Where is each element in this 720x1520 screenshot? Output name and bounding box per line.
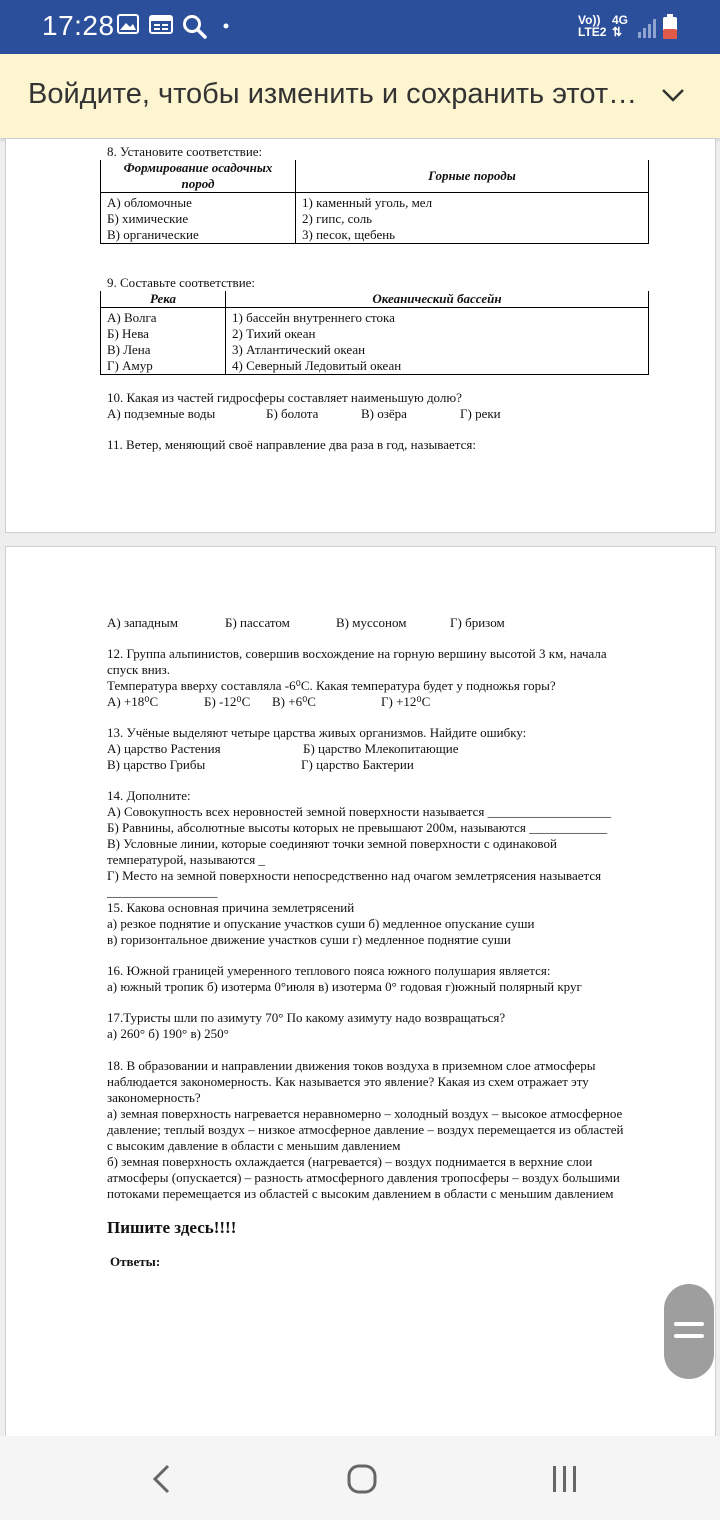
write-here-heading: Пишите здесь!!!! (107, 1218, 237, 1237)
q12-line-2: спуск вниз. (107, 662, 171, 677)
network-type-label: 4G ⇅ (612, 13, 629, 39)
table-cell: В) Лена (101, 342, 226, 358)
table-cell: Б) Нева (101, 326, 226, 342)
table-cell: В) органические (101, 227, 296, 244)
table-cell: 4) Северный Ледовитый океан (226, 358, 649, 375)
q16-prompt: 16. Южной границей умеренного теплового пояса южного полушария является: (107, 963, 551, 978)
q18-line-2: наблюдается закономерность. Как называется это явление? Какая из схем отражает эту (107, 1074, 589, 1089)
table-cell: Г) Амур (101, 358, 226, 375)
q15-line-2: в) горизонтальное движение участков суши г) медленное поднятие суши (107, 932, 511, 947)
q12-line-1: 12. Группа альпинистов, совершив восхождение на горную вершину высотой 3 км, начала (107, 646, 607, 661)
sign-in-banner[interactable] (0, 54, 720, 138)
q18-line-5: давление; теплый воздух – низкое атмосферное давление – воздух перемещается из областей (107, 1122, 624, 1137)
q15-line-1: а) резкое поднятие и опускание участков суши б) медленное опускание суши (107, 916, 535, 931)
q18-line-8: атмосферы (опускается) – разность атмосферного давления тропосферы – воздух большими (107, 1170, 620, 1185)
q18-line-4: а) земная поверхность нагревается неравномерно – холодный воздух – высокое атмосферное (107, 1106, 623, 1121)
q13-option-d: Г) царство Бактерии (301, 757, 414, 772)
table-row (101, 211, 649, 227)
status-bar (0, 0, 720, 54)
q12-option-c: В) +6⁰С (272, 694, 316, 709)
table-cell: 2) гипс, соль (296, 211, 649, 227)
q9-table (100, 291, 649, 375)
q12-option-b: Б) -12⁰С (204, 694, 251, 709)
search-icon (182, 14, 208, 40)
q17-prompt: 17.Туристы шли по азимуту 70° По какому азимуту надо возвращаться? (107, 1010, 506, 1025)
q9-header-2: Океанический бассейн (226, 291, 649, 308)
q8-table (100, 160, 649, 244)
navigation-bar (0, 1436, 720, 1520)
q18-line-3: закономерность? (107, 1090, 201, 1105)
q8-prompt: 8. Установите соответствие: (107, 144, 263, 159)
q13-option-c: В) царство Грибы (107, 757, 206, 772)
battery-icon (662, 14, 678, 40)
banner-title: Войдите, чтобы изменить и сохранить этот… (28, 78, 638, 110)
table-row (101, 342, 649, 358)
table-cell: 2) Тихий океан (226, 326, 649, 342)
q12-line-3: Температура вверху составляла -6⁰С. Какая температура будет у подножья горы? (107, 678, 556, 693)
clock: 17:28 (42, 10, 115, 41)
answers-label: Ответы: (110, 1254, 161, 1269)
table-row (101, 326, 649, 342)
q11-prompt: 11. Ветер, меняющий своё направление два раза в год, называется: (107, 437, 476, 452)
q18-line-9: потоками перемещается из областей с высоким давлением в области с меньшим давлением (107, 1186, 614, 1201)
q17-line-1: а) 260° б) 190° в) 250° (107, 1026, 229, 1041)
q18-line-7: б) земная поверхность охлаждается (нагревается) – воздух поднимается в верхние слои (107, 1154, 593, 1169)
q10-option-a: А) подземные воды (107, 406, 216, 421)
calendar-icon (149, 14, 173, 34)
q11-option-a: А) западным (107, 615, 178, 630)
table-row (101, 308, 649, 327)
recent-apps-icon[interactable] (550, 1464, 580, 1494)
q10-option-c: В) озёра (361, 406, 407, 421)
notification-dot-icon (223, 23, 229, 29)
home-icon[interactable] (346, 1463, 378, 1495)
table-cell: А) обломочные (101, 193, 296, 212)
table-cell: 3) Атлантический океан (226, 342, 649, 358)
q14-line-2: Б) Равнины, абсолютные высоты которых не превышают 200м, называются ____________ (107, 820, 608, 835)
table-cell: 1) бассейн внутреннего стока (226, 308, 649, 327)
q16-line-1: а) южный тропик б) изотерма 0°июля в) изотерма 0° годовая г)южный полярный круг (107, 979, 582, 994)
q8-header-1: Формирование осадочных пород (101, 160, 296, 193)
chevron-down-icon[interactable] (660, 86, 686, 104)
document-page-2 (5, 546, 716, 1438)
q10-option-b: Б) болота (266, 406, 319, 421)
q13-option-a: А) царство Растения (107, 741, 221, 756)
q13-option-b: Б) царство Млекопитающие (303, 741, 459, 756)
q11-option-b: Б) пассатом (225, 615, 290, 630)
table-cell: 1) каменный уголь, мел (296, 193, 649, 212)
table-cell: 3) песок, щебень (296, 227, 649, 244)
q18-line-6: с высоким давление в области с меньшим давлением (107, 1138, 401, 1153)
q9-prompt: 9. Составьте соответствие: (107, 275, 256, 290)
q18-line-1: 18. В образовании и направлении движения токов воздуха в приземном слое атмосферы (107, 1058, 596, 1073)
q14-prompt: 14. Дополните: (107, 788, 191, 803)
q8-header-2: Горные породы (296, 160, 649, 193)
q13-prompt: 13. Учёные выделяют четыре царства живых организмов. Найдите ошибку: (107, 725, 527, 740)
q14-line-6: _________________ (107, 884, 218, 899)
table-row (101, 358, 649, 375)
table-cell: А) Волга (101, 308, 226, 327)
q14-line-3: В) Условные линии, которые соединяют точки земной поверхности с одинаковой (107, 836, 557, 851)
gallery-icon (117, 14, 139, 34)
table-row (101, 227, 649, 244)
q12-option-a: А) +18⁰С (107, 694, 159, 709)
document-page-1 (5, 138, 716, 533)
q14-line-4: температурой, называются _ (107, 852, 266, 867)
signal-icon (636, 15, 660, 39)
q9-header-1: Река (101, 291, 226, 308)
scroll-handle[interactable] (664, 1284, 714, 1379)
q14-line-1: А) Совокупность всех неровностей земной поверхности называется ___________________ (107, 804, 612, 819)
table-cell: Б) химические (101, 211, 296, 227)
network-label: Vo)) LTE2 (578, 13, 607, 39)
q14-line-5: Г) Место на земной поверхности непосредственно над очагом землетрясения называется (107, 868, 602, 883)
q15-prompt: 15. Какова основная причина землетрясений (107, 900, 355, 915)
q10-option-d: Г) реки (460, 406, 501, 421)
q12-option-d: Г) +12⁰С (381, 694, 431, 709)
back-icon[interactable] (150, 1464, 172, 1494)
q11-option-d: Г) бризом (450, 615, 505, 630)
q10-prompt: 10. Какая из частей гидросферы составляет наименьшую долю? (107, 390, 462, 405)
table-row (101, 193, 649, 212)
q11-option-c: В) муссоном (336, 615, 407, 630)
